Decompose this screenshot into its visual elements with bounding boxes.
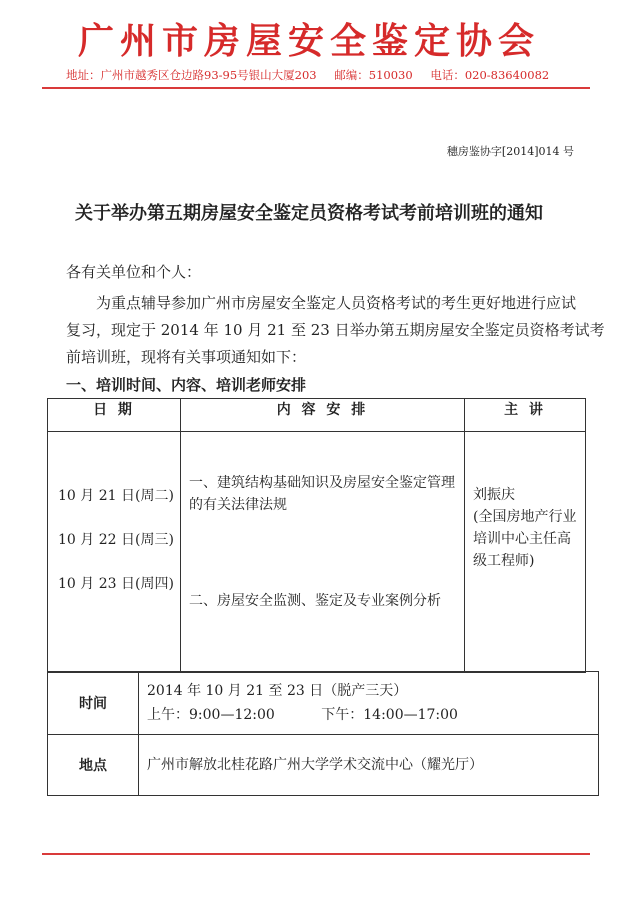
header-content: 内 容 安 排 — [181, 399, 465, 432]
date-item: 10 月 21 日(周二) — [58, 488, 174, 504]
time-label: 时间 — [48, 672, 139, 735]
section-heading: 一、培训时间、内容、培训老师安排 — [66, 376, 307, 394]
place-value: 广州市解放北桂花路广州大学学术交流中心（耀光厅） — [139, 735, 599, 796]
place-label: 地点 — [48, 735, 139, 796]
schedule-row — [48, 432, 586, 673]
letterhead-contact-line — [66, 67, 586, 83]
schedule-table — [47, 398, 586, 673]
lecturer-title: (全国房地产行业培训中心主任高级工程师) — [473, 509, 577, 569]
paragraph-line: 前培训班，现将有关事项通知如下： — [66, 348, 307, 366]
paragraph-line: 复习，现定于 2014 年 10 月 21 至 23 日举办第五期房屋安全鉴定员资格考试考 — [66, 321, 605, 339]
footer-divider — [42, 853, 590, 855]
content-item: 二、房屋安全监测、鉴定及专业案例分析 — [189, 593, 441, 609]
letterhead-divider — [42, 87, 590, 89]
time-value — [139, 672, 599, 735]
lecturer-name: 刘振庆 — [473, 487, 515, 503]
time-dates: 2014 年 10 月 21 至 23 日（脱产三天） — [147, 683, 408, 699]
salutation: 各有关单位和个人： — [66, 263, 202, 281]
content-item: 一、建筑结构基础知识及房屋安全鉴定管理的有关法律法规 — [189, 475, 455, 513]
letterhead-postcode: 邮编：510030 — [334, 68, 413, 82]
letterhead-phone: 电话：020-83640082 — [430, 68, 550, 82]
letterhead-org-name: 广州市房屋安全鉴定协会 — [77, 20, 540, 62]
dates-cell — [48, 432, 181, 673]
header-date: 日 期 — [48, 399, 181, 432]
notice-title: 关于举办第五期房屋安全鉴定员资格考试考前培训班的通知 — [75, 203, 543, 224]
content-cell — [181, 432, 465, 673]
letterhead-address: 地址：广州市越秀区仓边路93-95号银山大厦203 — [66, 68, 317, 82]
document-number: 穗房鉴协字[2014]014 号 — [446, 145, 574, 158]
time-morning: 上午：9:00—12:00 — [147, 707, 275, 723]
info-table — [47, 671, 599, 796]
date-item: 10 月 22 日(周三) — [58, 532, 174, 548]
place-row — [48, 735, 599, 796]
date-item: 10 月 23 日(周四) — [58, 576, 174, 592]
paragraph-line: 为重点辅导参加广州市房屋安全鉴定人员资格考试的考生更好地进行应试 — [96, 294, 577, 312]
intro-paragraph — [66, 290, 605, 371]
schedule-header-row — [48, 399, 586, 432]
time-row — [48, 672, 599, 735]
time-afternoon: 下午：14:00—17:00 — [321, 707, 458, 723]
header-lecturer: 主 讲 — [465, 399, 586, 432]
lecturer-cell — [465, 432, 586, 673]
